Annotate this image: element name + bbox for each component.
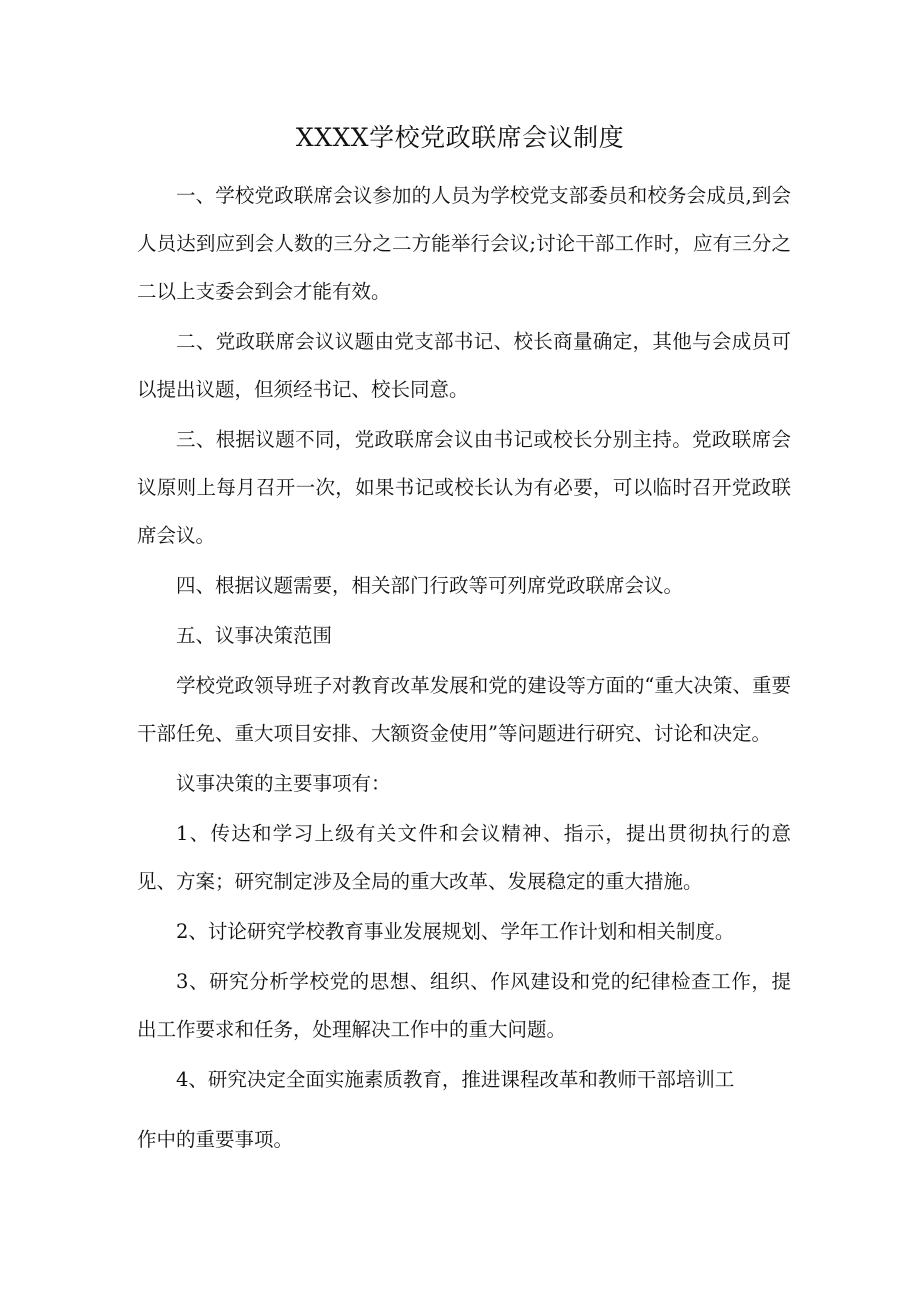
document-body bbox=[137, 172, 791, 1164]
paragraph-2: 二、党政联席会议议题由党支部书记、校长商量确定，其他与会成员可以提出议题，但须经书记、校长同意。 bbox=[137, 330, 791, 401]
paragraph-11-tail: 作中的重要事项。 bbox=[137, 1128, 294, 1151]
paragraph-4: 四、根据议题需要，相关部门行政等可列席党政联席会议。 bbox=[176, 574, 684, 597]
paragraph-7: 议事决策的主要事项有： bbox=[176, 772, 391, 795]
page-title: XXXX学校党政联席会议制度 bbox=[295, 123, 625, 152]
paragraph-8: 1、传达和学习上级有关文件和会议精神、指示，提出贯彻执行的意见、方案；研究制定涉及全局的重大改革、发展稳定的重大措施。 bbox=[137, 822, 791, 893]
paragraph-10: 3、研究分析学校党的思想、组织、作风建设和党的纪律检查工作，提出工作要求和任务，处理解决工作中的重大问题。 bbox=[137, 970, 791, 1041]
paragraph-6: 学校党政领导班子对教育改革发展和党的建设等方面的“重大决策、重要干部任免、重大项目安排、大额资金使用”等问题进行研究、讨论和决定。 bbox=[137, 674, 791, 745]
paragraph-11: 4、研究决定全面实施素质教育，推进课程改革和教师干部培训工 bbox=[176, 1068, 735, 1091]
paragraph-1: 一、学校党政联席会议参加的人员为学校党支部委员和校务会成员,到会人员达到应到会人数的三分之二方能举行会议;讨论干部工作时，应有三分之二以上支委会到会才能有效。 bbox=[137, 184, 791, 303]
paragraph-3: 三、根据议题不同，党政联席会议由书记或校长分别主持。党政联席会议原则上每月召开一次，如果书记或校长认为有必要，可以临时召开党政联席会议。 bbox=[137, 428, 791, 547]
paragraph-5: 五、议事决策范围 bbox=[176, 624, 333, 647]
paragraph-9: 2、讨论研究学校教育事业发展规划、学年工作计划和相关制度。 bbox=[176, 920, 735, 943]
